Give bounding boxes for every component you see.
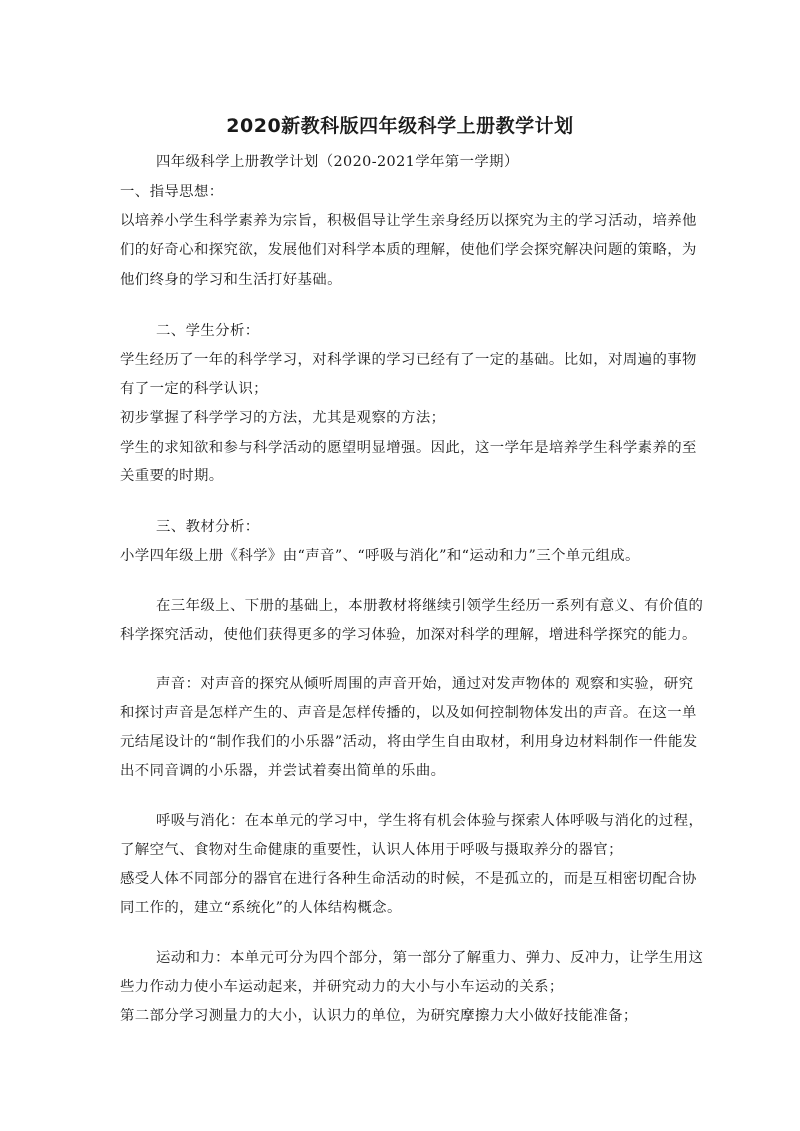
- breath-line: 感受人体不同部分的器官在进行各种生命活动的时候，不是孤立的，而是互相密切配合协: [120, 871, 697, 887]
- motion-line: 运动和力：本单元可分为四个部分，第一部分了解重力、弹力、反冲力，让学生用这: [156, 950, 704, 966]
- sound-line: 和探讨声音是怎样产生的、声音是怎样传播的，以及如何控制物体发出的声音。在这一单: [120, 705, 697, 721]
- guiding-line: 他们终身的学习和生活打好基础。: [120, 272, 342, 288]
- base-line: 科学探究活动，使他们获得更多的学习体验，加深对科学的理解，增进科学探究的能力。: [120, 627, 697, 643]
- material-line: 小学四年级上册《科学》由“声音”、“呼吸与消化”和“运动和力”三个单元组成。: [120, 548, 640, 564]
- guiding-line: 以培养小学生科学素养为宗旨，积极倡导让学生亲身经历以探究为主的学习活动，培养他: [120, 213, 697, 229]
- sound-line: 声音：对声音的探究从倾听周围的声音开始，通过对发声物体的 观察和实验，研究: [156, 676, 694, 692]
- student-line: 学生的求知欲和参与科学活动的愿望明显增强。因此，这一学年是培养学生科学素养的至: [120, 440, 697, 456]
- sound-line: 出不同音调的小乐器，并尝试着奏出简单的乐曲。: [120, 763, 446, 779]
- guiding-heading: 一、指导思想：: [120, 184, 224, 200]
- student-heading: 二、学生分析：: [156, 323, 260, 339]
- guiding-line: 们的好奇心和探究欲，发展他们对科学本质的理解，使他们学会探究解决问题的策略，为: [120, 242, 697, 258]
- document-subtitle: 四年级科学上册教学计划（2020-2021学年第一学期）: [156, 154, 519, 170]
- student-line: 关重要的时期。: [120, 468, 224, 484]
- breath-line: 同工作的，建立“系统化”的人体结构概念。: [120, 900, 402, 916]
- motion-line: 些力作动力使小车运动起来，并研究动力的大小与小车运动的关系；: [120, 979, 564, 995]
- material-heading: 三、教材分析：: [156, 519, 260, 535]
- student-line: 学生经历了一年的科学学习，对科学课的学习已经有了一定的基础。比如，对周遍的事物: [120, 352, 697, 368]
- student-line: 有了一定的科学认识；: [120, 381, 268, 397]
- base-line: 在三年级上、下册的基础上，本册教材将继续引领学生经历一系列有意义、有价值的: [156, 598, 704, 614]
- student-line: 初步掌握了科学学习的方法，尤其是观察的方法；: [120, 410, 446, 426]
- document-title: 2020新教科版四年级科学上册教学计划: [226, 115, 574, 137]
- motion-line: 第二部分学习测量力的大小，认识力的单位，为研究摩擦力大小做好技能准备；: [120, 1008, 638, 1024]
- breath-line: 呼吸与消化：在本单元的学习中，学生将有机会体验与探索人体呼吸与消化的过程，: [156, 813, 704, 829]
- breath-line: 了解空气、食物对生命健康的重要性，认识人体用于呼吸与摄取养分的器官；: [120, 842, 623, 858]
- sound-line: 元结尾设计的“制作我们的小乐器”活动，将由学生自由取材，利用身边材料制作一件能发: [120, 734, 698, 750]
